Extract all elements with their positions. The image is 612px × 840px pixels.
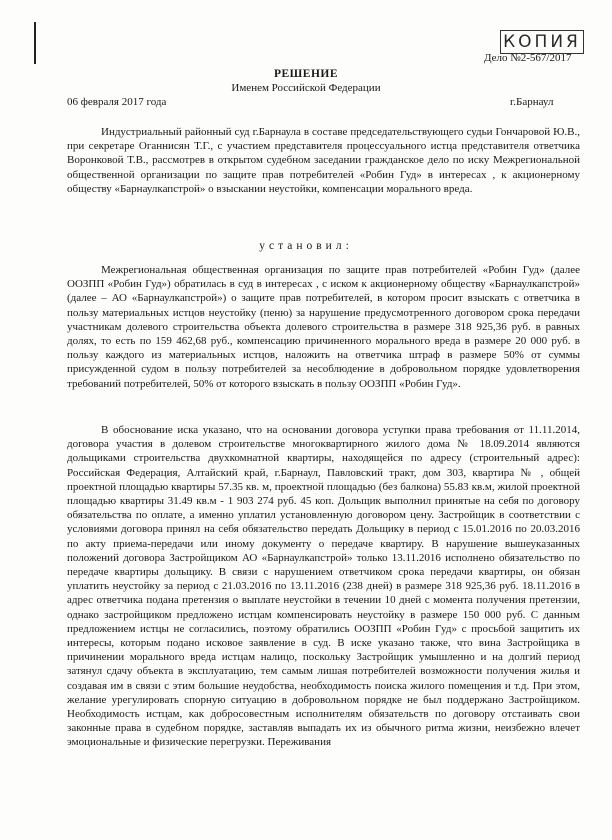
intro-section xyxy=(67,125,580,196)
intro-paragraph: Индустриальный районный суд г.Барнаула в составе председательствующего судьи Гончаровой Ю.В., при секретаре Оганнисян Т.Г., с участием представителя процессуального истца представителя ответчика Воронковой Т.В., рассмотрев в открытом судебном заседании гражданское дело по иску Межрегиональной общественной организации по защите прав потребителей «Робин Гуд» в интересах , к акционерному обществу «Барнаулкапстрой» о взыскании неустойки, компенсации морального вреда. xyxy=(67,126,580,195)
grounds-paragraph: В обоснование иска указано, что на основании договора уступки права требования от 11.11.2014, договора участия в долевом строительстве многоквартирного жилого дома № 18.09.2014 являются дольщиками строительства двухкомнатной квартиры, находящейся по адресу (строительный адрес): Российская Федерация, Алтайский край, г.Барнаул, Павловский тракт, дом 303, квартира № , общей проектной площадью квартиры 57.35 кв. м, проектной площадью (без балкона) 55.83 кв.м, жилой проектной площадью квартиры 31.49 кв.м - 1 903 274 руб. 45 коп. Дольщик выполнил принятые на себя по договору обязательства по оплате, а именно уплатил установленную договором цену. Застройщик в соответствии с условиями договора принял на себя обязательство передать Дольщику в период с 15.01.2016 по 20.03.2016 по акту приема-передачи или иному документу о передаче квартиру. В нарушение вышеуказанных положений договора Застройщиком АО «Барнаулкапстрой» только 13.11.2016 исполнено обязательство по передаче квартиры дольщику. В связи с нарушением ответчиком срока передачи квартиры, он обязан уплатить неустойку за период с 21.03.2016 по 13.11.2016 (238 дней) в размере 318 925,36 руб. 18.11.2016 в адрес ответчика подана претензия о выплате неустойки в течении 10 дней с момента получения претензии, однако застройщиком предложено истцам компенсировать неустойку в размере 150 000 руб. С данным предложением истцы не согласились, поэтому обратились ООЗПП «Робин Гуд» с просьбой защитить их интересы, которым подано исковое заявление в суд. В иске указано также, что вина Застройщика в причинении морального вреда истцам налицо, поскольку Застройщик умышленно и на долгий период затянул сдачу объекта в эксплуатацию, тем самым лишая потребителей возможности получения жилья и создавая им в связи с этим большие неудобства, необходимость поиска жилого помещения и т.д. При этом, желание урегулировать спорную ситуацию в добровольном порядке не был поддержано Застройщиком. Необходимость истцам, как добросовестным исполнителям обязательств по договору отстаивать свои законные права в судебном порядке, заставляв выпадать их из обычного ритма жизни, неизбежно влечет эмоциональные и физические перегрузки. Переживания xyxy=(67,424,580,749)
copy-stamp: КОПИЯ xyxy=(500,30,584,54)
decision-city: г.Барнаул xyxy=(510,96,554,108)
document-subtitle: Именем Российской Федерации xyxy=(231,82,381,94)
grounds-section xyxy=(67,423,580,750)
section-heading-ustanovil: установил: xyxy=(259,240,353,252)
margin-pen-mark xyxy=(34,22,36,64)
decision-date: 06 февраля 2017 года xyxy=(67,96,167,108)
claim-paragraph: Межрегиональная общественная организация по защите прав потребителей «Робин Гуд» (далее ООЗПП «Робин Гуд») обратилась в суд в интересах , с иском к акционерному обществу «Барнаулкапстрой» (далее – АО «Барнаулкапстрой») о защите прав потребителей, в котором просит взыскать с ответчика в пользу материальных истцов неустойку (пеню) за нарушение предусмотренного договором срока передачи участникам долевого строительства объекта долевого строительства в размере 318 925,36 руб. в равных долях, то есть по 159 462,68 руб., компенсацию причиненного морального вреда в размере 20 000 руб. в пользу каждого из материальных истцов, наложить на ответчика штраф в размере 50% от суммы присужденной судом в пользу потребителей за несоблюдение в добровольном порядке удовлетворения требований потребителей, 50% от которого взыскать в пользу ООЗПП «Робин Гуд». xyxy=(67,264,580,390)
claim-section xyxy=(67,263,580,391)
document-title: РЕШЕНИЕ xyxy=(273,68,339,80)
case-number: Дело №2-567/2017 xyxy=(484,52,572,64)
